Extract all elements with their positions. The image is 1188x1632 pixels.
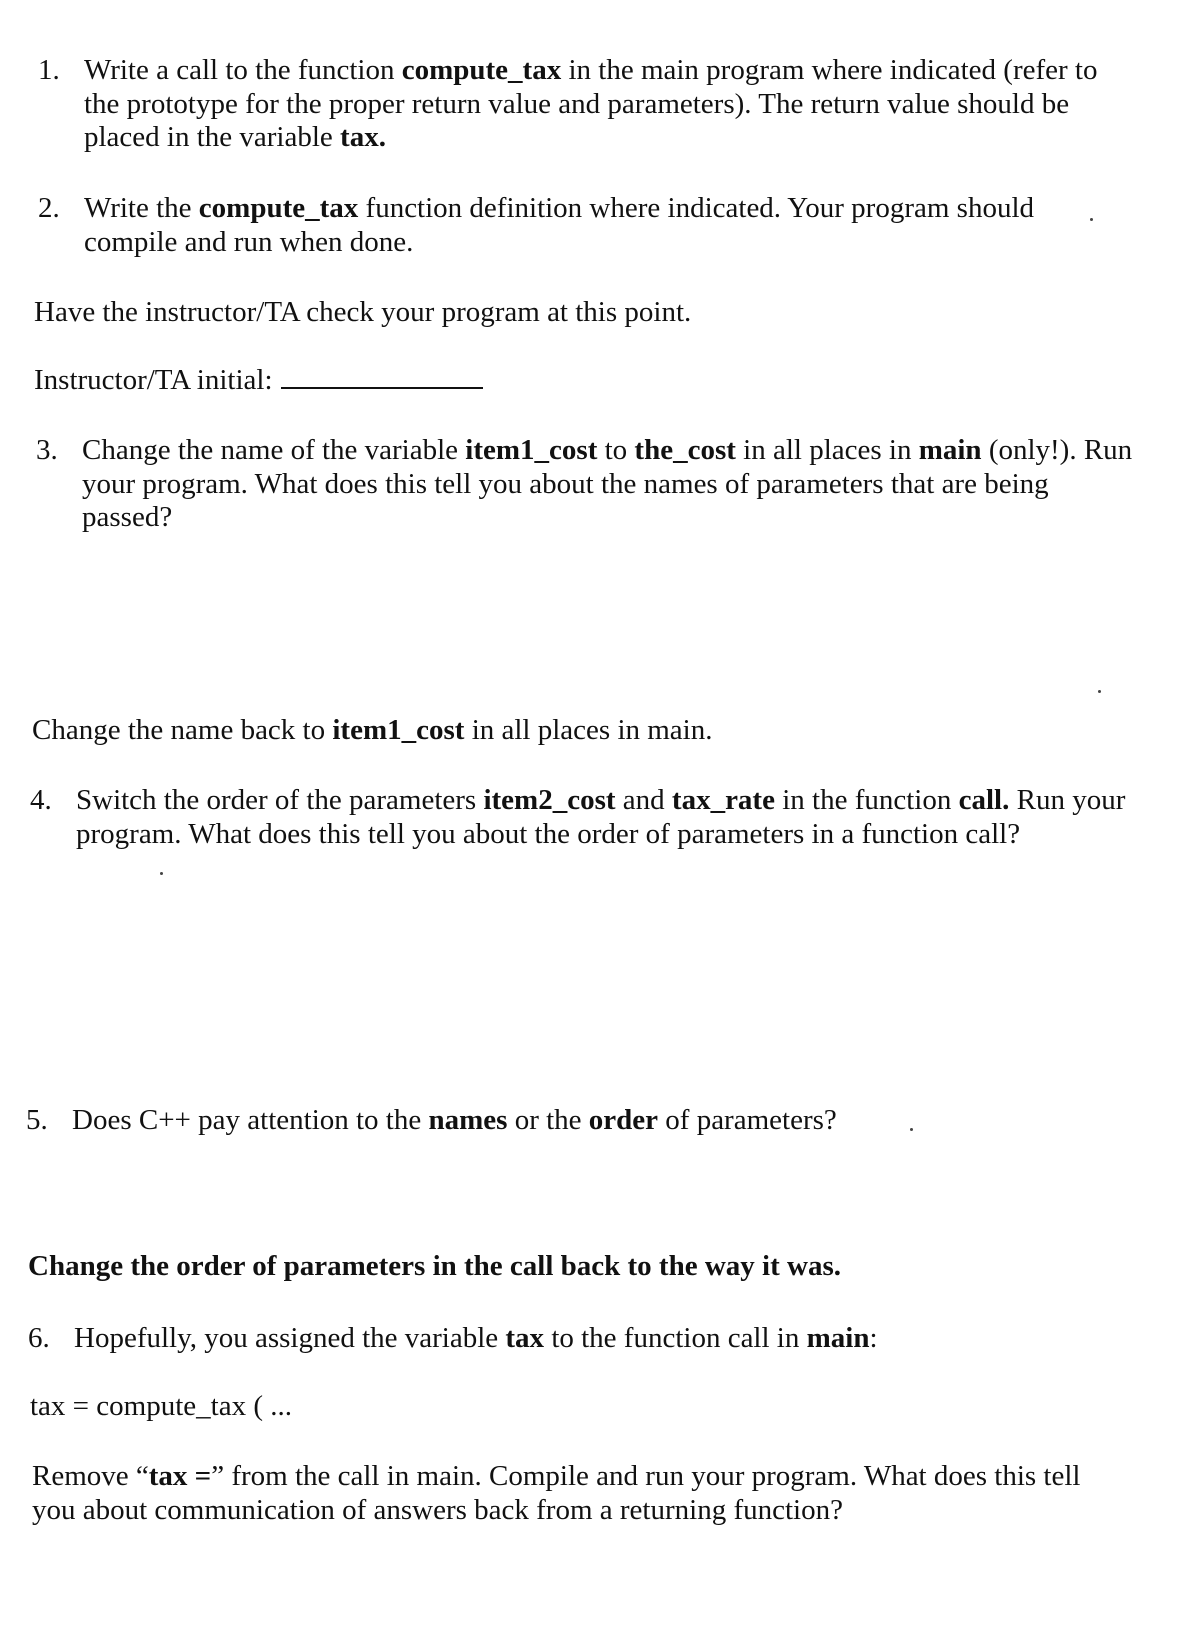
initial-line [34,364,483,398]
question-3 [36,434,1136,535]
question-1 [38,54,1118,155]
initial-blank [281,385,483,389]
question-number: 5. [26,1104,48,1136]
question-number: 6. [28,1322,50,1354]
initial-label: Instructor/TA initial: [34,364,273,396]
order-back-instruction: Change the order of parameters in the call back to the way it was. [28,1250,841,1282]
scan-speck [160,872,163,875]
scan-speck [1098,690,1101,693]
question-4 [30,784,1140,851]
check-instruction: Have the instructor/TA check your program at this point. [34,296,692,328]
question-text: Write a call to the function compute_tax in the main program where indicated (refer to the prototype for the proper return value and parameters). The return value should be placed in the variable tax. [84,54,1098,154]
question-6 [28,1322,1128,1356]
question-text: Write the compute_tax function definition where indicated. Your program should compile and run when done. [84,192,1035,258]
question-number: 2. [38,192,60,224]
scan-speck [1090,218,1093,221]
remove-instruction: Remove “tax =” from the call in main. Compile and run your program. What does this tell you about communication of answers back from a returning function? [32,1460,1081,1526]
question-number: 1. [38,54,60,86]
question-text: Hopefully, you assigned the variable tax to the function call in main: [74,1322,878,1354]
question-5 [26,1104,1126,1138]
change-back-instruction: Change the name back to item1_cost in all places in main. [32,714,713,746]
question-2 [38,192,1118,259]
question-text: Switch the order of the parameters item2_cost and tax_rate in the function call. Run your program. What does this tell you about the order of parameters in a function call? [76,784,1126,850]
code-line: tax = compute_tax ( ... [30,1390,292,1422]
question-number: 3. [36,434,58,466]
scan-speck [910,1128,913,1131]
question-number: 4. [30,784,52,816]
question-text: Does C++ pay attention to the names or the order of parameters? [72,1104,837,1136]
question-text: Change the name of the variable item1_cost to the_cost in all places in main (only!). Run your program. What does this tell you about the names of parameters that are being passed? [82,434,1133,534]
